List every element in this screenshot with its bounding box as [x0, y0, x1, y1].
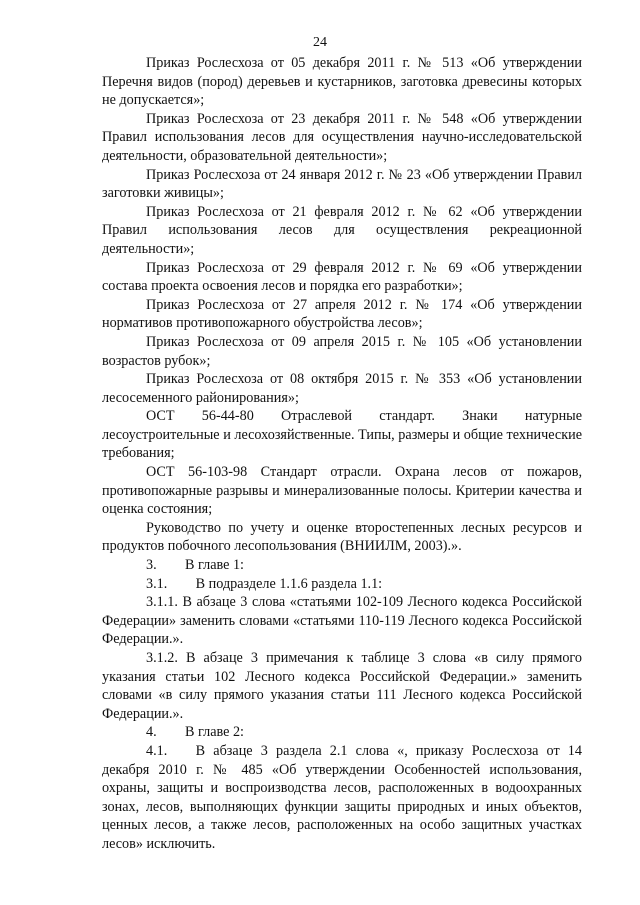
paragraph-order-353: Приказ Рослесхоза от 08 октября 2015 г. № 353 «Об установлении лесосеменного районирования»;	[102, 371, 582, 406]
paragraph-order-513: Приказ Рослесхоза от 05 декабря 2011 г. № 513 «Об утверждении Перечня видов (пород) деревьев и кустарников, заготовка древесины которых не допускается»;	[102, 55, 582, 109]
paragraph-order-62: Приказ Рослесхоза от 21 февраля 2012 г. № 62 «Об утверждении Правил использования лесов для осуществления рекреационной деятельности»;	[102, 203, 582, 257]
paragraph-order-69: Приказ Рослесхоза от 29 февраля 2012 г. № 69 «Об утверждении состава проекта освоения лесов и порядка его разработки»;	[102, 259, 582, 295]
page-number: 24	[313, 35, 327, 50]
paragraph-order-174: Приказ Рослесхоза от 27 апреля 2012 г. № 174 «Об утверждении нормативов противопожарного обустройства лесов»;	[102, 296, 582, 332]
paragraph-item-3-1-2: 3.1.2. В абзаце 3 примечания к таблице 3 слова «в силу прямого указания статьи 102 Лесного кодекса Российской Федерации.» заменить словами «в силу прямого указания статьи 111 Лесного кодекса Российской Федерации.».	[102, 650, 582, 722]
paragraph-order-23: Приказ Рослесхоза от 24 января 2012 г. № 23 «Об утверждении Правил заготовки живицы»;	[102, 166, 582, 202]
paragraph-item-3-1-1: 3.1.1. В абзаце 3 слова «статьями 102-109 Лесного кодекса Российской Федерации» заменить словами «статьями 110-119 Лесного кодекса Российской Федерации.».	[102, 594, 582, 648]
document-body	[102, 54, 582, 854]
paragraph-guide-vniilm: Руководство по учету и оценке второстепенных лесных ресурсов и продуктов побочного лесопользования (ВНИИЛМ, 2003).».	[102, 519, 582, 555]
paragraph-item-3: 3. В главе 1:	[146, 557, 244, 574]
paragraph-ost-56-44-80: ОСТ 56-44-80 Отраслевой стандарт. Знаки натурные лесоустроительные и лесохозяйственные. Типы, размеры и общие технические требования;	[102, 408, 582, 462]
paragraph-ost-56-103-98: ОСТ 56-103-98 Стандарт отрасли. Охрана лесов от пожаров, противопожарные разрывы и минерализованные полосы. Критерии качества и оценка состояния;	[102, 464, 582, 518]
paragraph-item-4: 4. В главе 2:	[146, 724, 244, 741]
paragraph-item-3-1: 3.1. В подразделе 1.1.6 раздела 1.1:	[146, 575, 383, 592]
paragraph-order-548: Приказ Рослесхоза от 23 декабря 2011 г. № 548 «Об утверждении Правил использования лесов для осуществления научно-исследовательской деятельности, образовательной деятельности»;	[102, 110, 582, 164]
paragraph-item-4-1: 4.1. В абзаце 3 раздела 2.1 слова «, приказу Рослесхоза от 14 декабря 2010 г. № 485 «Об утверждении Особенностей использования, охраны, защиты и воспроизводства лесов, расположенных в водоохранных зонах, лесов, выполняющих функции защиты природных и иных объектов, ценных лесов, а также лесов, расположенных на особо защитных участках лесов» исключить.	[102, 742, 582, 852]
paragraph-order-105: Приказ Рослесхоза от 09 апреля 2015 г. № 105 «Об установлении возрастов рубок»;	[102, 333, 582, 369]
